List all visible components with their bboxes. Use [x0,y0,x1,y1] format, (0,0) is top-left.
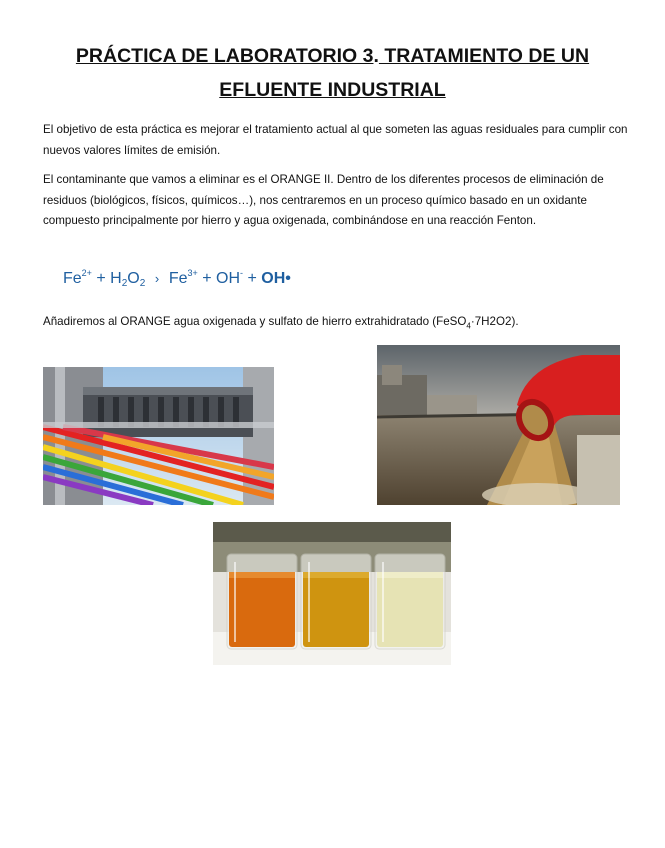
title-part-1: PRÁCTICA DE LABORATORIO 3 [75,45,374,67]
title-part-2: TRATAMIENTO DE UN [378,45,590,67]
contaminant-paragraph: El contaminante que vamos a eliminar es el ORANGE II. Dentro de los diferentes procesos de eliminación de residuos (biológicos, físicos, químicos…), nos centraremos en un proceso químico basado en un oxidante compuesto principalmente por hierro y agua oxigenada, combinándose en una reacción Fenton. [43,173,604,227]
textile-loom-photo [43,367,274,505]
title-dot: . [373,45,379,67]
industrial-discharge-pipe-photo [377,345,620,505]
objective-paragraph: El objetivo de esta práctica es mejorar el tratamiento actual al que someten las aguas residuales para cumplir con nuevos valores límites de emisión. [43,123,628,157]
addition-paragraph: Añadiremos al ORANGE agua oxigenada y sulfato de hierro extrahidratado (FeSO$_4$·7H2O2). [43,315,519,331]
page-title-line-2: EFLUENTE INDUSTRIAL [219,79,446,101]
page-title-line-1 [0,45,665,68]
fenton-equation: $Fe^{2+} + H_2O_2$ › $Fe^{3+} + OH^-$ + OH• [63,268,291,289]
three-beakers-photo [213,522,451,665]
